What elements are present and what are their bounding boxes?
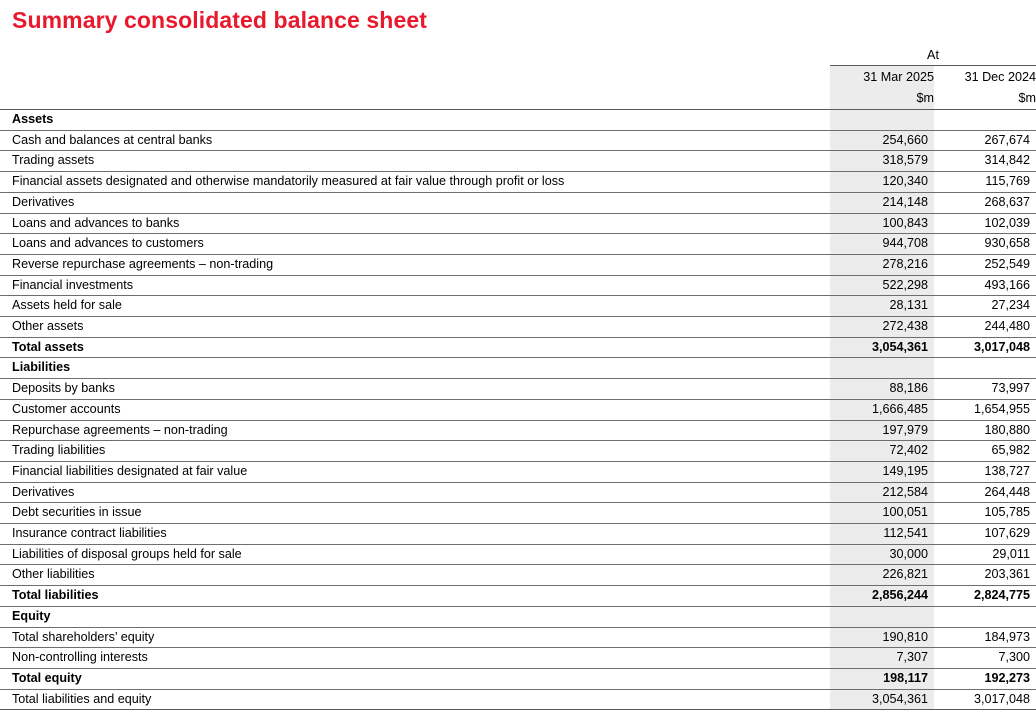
row-value-prior-period: 115,769 — [934, 172, 1036, 193]
header-spacer-dates — [0, 66, 830, 89]
row-label: Other liabilities — [0, 565, 830, 586]
table-row — [0, 544, 1036, 565]
row-value-prior-period: 3,017,048 — [934, 337, 1036, 358]
table-body — [0, 110, 1036, 710]
row-label: Financial liabilities designated at fair value — [0, 461, 830, 482]
table-row — [0, 524, 1036, 545]
row-value-current-period: 88,186 — [830, 379, 934, 400]
header-row-dates — [0, 66, 1036, 89]
row-value-prior-period: 73,997 — [934, 379, 1036, 400]
row-value-current-period: 278,216 — [830, 254, 934, 275]
row-value-prior-period: 27,234 — [934, 296, 1036, 317]
row-label: Trading assets — [0, 151, 830, 172]
row-label: Assets — [0, 110, 830, 131]
row-value-prior-period: 138,727 — [934, 461, 1036, 482]
table-row — [0, 275, 1036, 296]
row-value-prior-period: 2,824,775 — [934, 586, 1036, 607]
row-label: Insurance contract liabilities — [0, 524, 830, 545]
table-row — [0, 689, 1036, 710]
row-value-current-period: 254,660 — [830, 130, 934, 151]
table-row — [0, 379, 1036, 400]
row-value-current-period: 30,000 — [830, 544, 934, 565]
row-value-current-period: 522,298 — [830, 275, 934, 296]
row-label: Derivatives — [0, 192, 830, 213]
row-label: Financial assets designated and otherwise mandatorily measured at fair value through profit or loss — [0, 172, 830, 193]
row-value-prior-period: 314,842 — [934, 151, 1036, 172]
row-label: Customer accounts — [0, 399, 830, 420]
column-group-header-at: At — [830, 46, 1036, 66]
row-value-prior-period: 7,300 — [934, 648, 1036, 669]
row-value-current-period: 197,979 — [830, 420, 934, 441]
table-row — [0, 151, 1036, 172]
row-value-current-period: 212,584 — [830, 482, 934, 503]
row-value-current-period — [830, 606, 934, 627]
row-label: Loans and advances to customers — [0, 234, 830, 255]
row-label: Financial investments — [0, 275, 830, 296]
row-value-current-period: 214,148 — [830, 192, 934, 213]
table-row — [0, 296, 1036, 317]
table-row — [0, 337, 1036, 358]
row-value-current-period: 2,856,244 — [830, 586, 934, 607]
row-label: Reverse repurchase agreements – non-trading — [0, 254, 830, 275]
table-row — [0, 254, 1036, 275]
row-value-current-period — [830, 110, 934, 131]
header-row-units — [0, 88, 1036, 110]
row-value-prior-period: 203,361 — [934, 565, 1036, 586]
row-label: Liabilities of disposal groups held for sale — [0, 544, 830, 565]
row-label: Total equity — [0, 668, 830, 689]
row-value-prior-period: 252,549 — [934, 254, 1036, 275]
balance-sheet-table — [0, 46, 1036, 710]
row-value-prior-period — [934, 110, 1036, 131]
header-spacer — [0, 46, 830, 66]
row-label: Other assets — [0, 317, 830, 338]
row-value-prior-period: 180,880 — [934, 420, 1036, 441]
row-value-current-period — [830, 358, 934, 379]
row-value-current-period: 226,821 — [830, 565, 934, 586]
row-value-prior-period: 192,273 — [934, 668, 1036, 689]
row-value-prior-period: 244,480 — [934, 317, 1036, 338]
row-value-prior-period: 267,674 — [934, 130, 1036, 151]
table-row — [0, 586, 1036, 607]
row-label: Repurchase agreements – non-trading — [0, 420, 830, 441]
table-row — [0, 358, 1036, 379]
table-row — [0, 130, 1036, 151]
row-value-prior-period: 102,039 — [934, 213, 1036, 234]
row-label: Total liabilities and equity — [0, 689, 830, 710]
table-row — [0, 192, 1036, 213]
table-row — [0, 441, 1036, 462]
row-label: Total liabilities — [0, 586, 830, 607]
table-row — [0, 606, 1036, 627]
table-row — [0, 668, 1036, 689]
row-value-current-period: 198,117 — [830, 668, 934, 689]
table-row — [0, 172, 1036, 193]
column-unit-current-period: $m — [830, 88, 934, 110]
row-value-current-period: 100,843 — [830, 213, 934, 234]
row-value-current-period: 3,054,361 — [830, 689, 934, 710]
row-label: Total shareholders’ equity — [0, 627, 830, 648]
row-value-current-period: 112,541 — [830, 524, 934, 545]
row-value-current-period: 190,810 — [830, 627, 934, 648]
table-row — [0, 213, 1036, 234]
header-row-group — [0, 46, 1036, 66]
row-value-current-period: 28,131 — [830, 296, 934, 317]
row-value-current-period: 120,340 — [830, 172, 934, 193]
column-header-current-period: 31 Mar 2025 — [830, 66, 934, 89]
row-label: Assets held for sale — [0, 296, 830, 317]
table-row — [0, 110, 1036, 131]
table-row — [0, 234, 1036, 255]
row-value-current-period: 318,579 — [830, 151, 934, 172]
row-label: Derivatives — [0, 482, 830, 503]
row-label: Non-controlling interests — [0, 648, 830, 669]
row-label: Trading liabilities — [0, 441, 830, 462]
table-row — [0, 461, 1036, 482]
column-header-prior-period: 31 Dec 2024 — [964, 70, 1036, 84]
column-unit-prior-period: $m — [934, 88, 1036, 110]
row-value-prior-period: 105,785 — [934, 503, 1036, 524]
table-row — [0, 317, 1036, 338]
table-row — [0, 399, 1036, 420]
page-title: Summary consolidated balance sheet — [12, 7, 427, 33]
row-label: Total assets — [0, 337, 830, 358]
row-value-current-period: 7,307 — [830, 648, 934, 669]
table-row — [0, 565, 1036, 586]
row-value-prior-period: 264,448 — [934, 482, 1036, 503]
row-value-prior-period: 3,017,048 — [934, 689, 1036, 710]
table-row — [0, 420, 1036, 441]
row-value-prior-period: 29,011 — [934, 544, 1036, 565]
row-value-current-period: 1,666,485 — [830, 399, 934, 420]
table-header — [0, 46, 1036, 110]
row-value-prior-period — [934, 358, 1036, 379]
row-label: Cash and balances at central banks — [0, 130, 830, 151]
row-value-prior-period: 930,658 — [934, 234, 1036, 255]
row-value-current-period: 3,054,361 — [830, 337, 934, 358]
row-value-prior-period: 493,166 — [934, 275, 1036, 296]
row-value-prior-period: 107,629 — [934, 524, 1036, 545]
table-row — [0, 627, 1036, 648]
header-spacer-units — [0, 88, 830, 110]
row-value-current-period: 100,051 — [830, 503, 934, 524]
row-label: Equity — [0, 606, 830, 627]
row-value-prior-period: 184,973 — [934, 627, 1036, 648]
row-value-current-period: 149,195 — [830, 461, 934, 482]
row-value-current-period: 72,402 — [830, 441, 934, 462]
row-label: Liabilities — [0, 358, 830, 379]
table-row — [0, 503, 1036, 524]
row-value-prior-period: 1,654,955 — [934, 399, 1036, 420]
table-row — [0, 482, 1036, 503]
row-value-prior-period: 65,982 — [934, 441, 1036, 462]
row-value-current-period: 944,708 — [830, 234, 934, 255]
row-value-current-period: 272,438 — [830, 317, 934, 338]
row-label: Debt securities in issue — [0, 503, 830, 524]
row-label: Loans and advances to banks — [0, 213, 830, 234]
row-value-prior-period — [934, 606, 1036, 627]
table-row — [0, 648, 1036, 669]
row-value-prior-period: 268,637 — [934, 192, 1036, 213]
row-label: Deposits by banks — [0, 379, 830, 400]
